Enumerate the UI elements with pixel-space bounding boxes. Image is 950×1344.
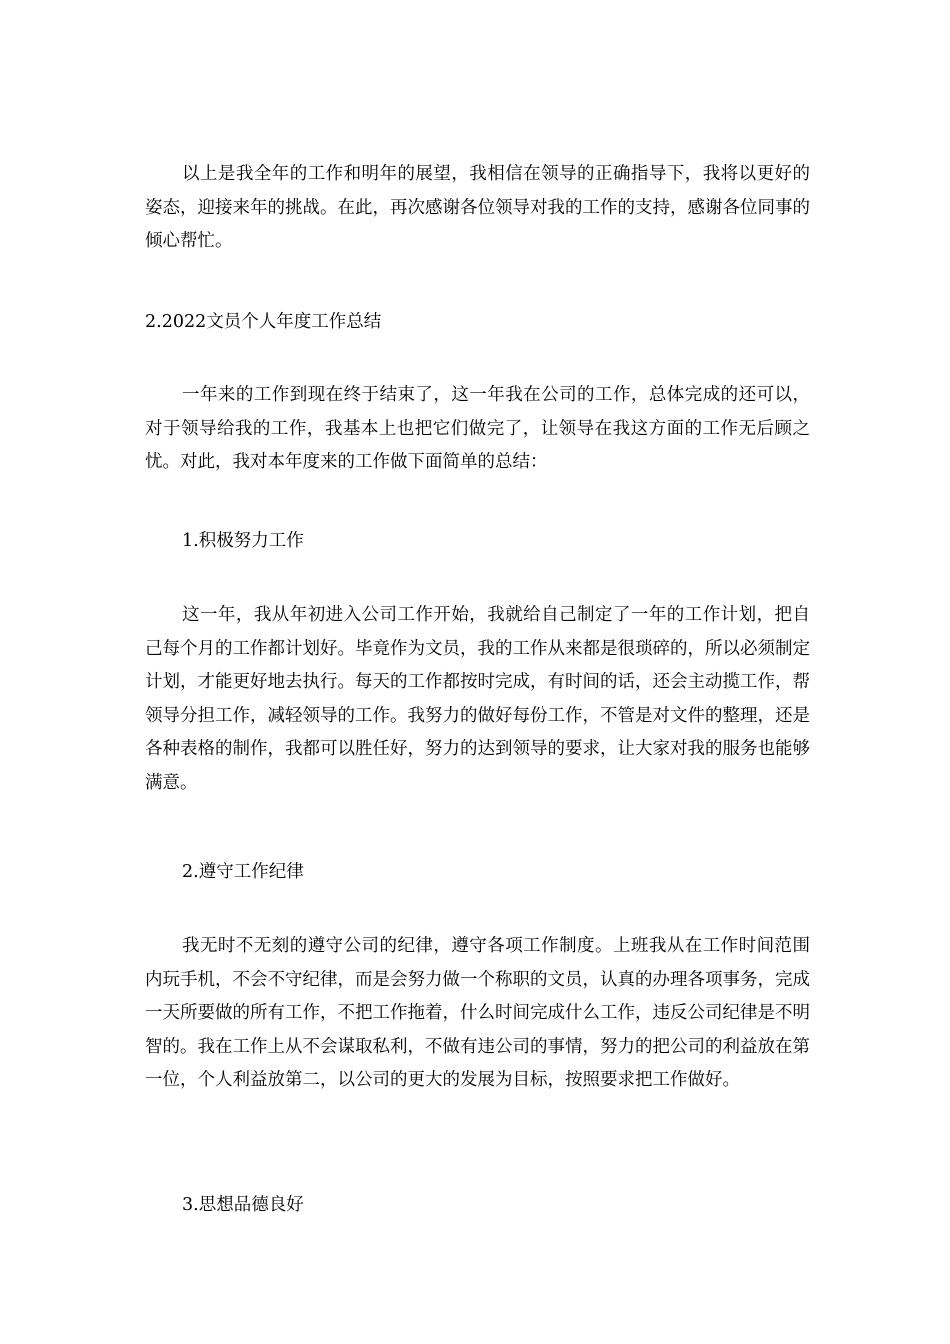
subsection-paragraph-1: 这一年，我从年初进入公司工作开始，我就给自己制定了一年的工作计划，把自己每个月的工作都计划好。毕竟作为文员，我的工作从来都是很琐碎的，所以必须制定计划，才能更好地去执行。每天的工作都按时完成，有时间的话，还会主动揽工作，帮领导分担工作，减轻领导的工作。我努力的做好每份工作，不管是对文件的整理，还是各种表格的制作，我都可以胜任好，努力的达到领导的要求，让大家对我的服务也能够满意。 [145, 605, 810, 793]
section-heading: 2.2022文员个人年度工作总结 [145, 312, 382, 332]
subsection-paragraph-2: 我无时不无刻的遵守公司的纪律，遵守各项工作制度。上班我从在工作时间范围内玩手机，不会不守纪律，而是会努力做一个称职的文员，认真的办理各项事务，完成一天所要做的所有工作，不把工作拖着，什么时间完成什么工作，违反公司纪律是不明智的。我在工作上从不会谋取私利，不做有违公司的事情，努力的把公司的利益放在第一位，个人利益放第二，以公司的更大的发展为目标，按照要求把工作做好。 [145, 936, 810, 1091]
subsection-heading-2: 2.遵守工作纪律 [182, 862, 304, 882]
subsection-heading-3: 3.思想品德良好 [182, 1195, 304, 1215]
subsection-heading-1: 1.积极努力工作 [182, 531, 304, 551]
intro-paragraph: 以上是我全年的工作和明年的展望，我相信在领导的正确指导下，我将以更好的姿态，迎接来年的挑战。在此，再次感谢各位领导对我的工作的支持，感谢各位同事的倾心帮忙。 [145, 164, 810, 252]
summary-paragraph: 一年来的工作到现在终于结束了，这一年我在公司的工作，总体完成的还可以，对于领导给我的工作，我基本上也把它们做完了，让领导在我这方面的工作无后顾之忧。对此，我对本年度来的工作做下面简单的总结： [145, 385, 810, 473]
